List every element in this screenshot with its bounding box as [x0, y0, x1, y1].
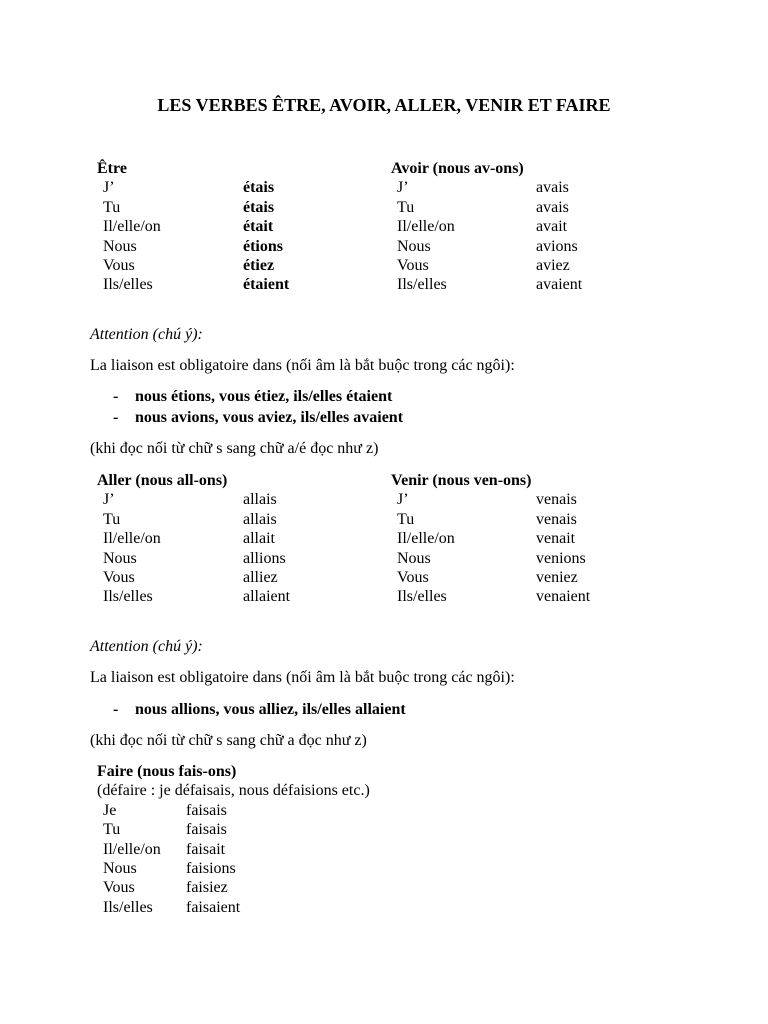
pronoun: Ils/elles [397, 276, 447, 294]
conjugation-aller [97, 471, 290, 607]
pronunciation-hint: (khi đọc nối từ chữ s sang chữ a đọc như z) [90, 732, 367, 749]
conjugation-row [391, 490, 590, 509]
pronoun: Tu [103, 821, 121, 839]
verb-heading: Avoir (nous av-ons) [391, 160, 524, 177]
verb-form: faisais [186, 821, 227, 839]
liaison-text: La liaison est obligatoire dans (nối âm là bắt buộc trong các ngôi): [90, 669, 515, 686]
pronoun: J’ [103, 179, 115, 197]
conjugation-row [391, 568, 590, 587]
verb-form: avais [536, 179, 569, 197]
pronoun: Ils/elles [103, 898, 153, 916]
conjugation-row [391, 529, 590, 548]
conjugation-faire [97, 762, 370, 917]
pronoun: Ils/elles [103, 276, 153, 294]
verb-heading: Aller (nous all-ons) [97, 472, 228, 489]
pronoun: Il/elle/on [397, 530, 455, 548]
conjugation-row [97, 198, 289, 217]
conjugation-row [391, 510, 590, 529]
bullet-text: nous étions, vous étiez, ils/elles étaient [135, 388, 393, 405]
pronoun: Nous [397, 237, 431, 255]
verb-form: étais [243, 179, 275, 197]
conjugation-row [391, 587, 590, 606]
pronoun: Nous [397, 549, 431, 567]
verb-form: faisions [186, 859, 236, 877]
pronoun: Vous [397, 568, 429, 586]
verb-subheading: (défaire : je défaisais, nous défaisions etc.) [97, 782, 370, 800]
verb-form: allaient [243, 588, 291, 606]
verb-form: était [243, 218, 274, 236]
liaison-bullet [113, 387, 392, 406]
verb-form: faisaient [186, 898, 241, 916]
verb-form: allait [243, 530, 275, 548]
pronoun: Ils/elles [103, 588, 153, 606]
conjugation-row [97, 237, 289, 256]
conjugation-row [97, 840, 370, 859]
verb-form: avais [536, 198, 569, 216]
conjugation-avoir [391, 159, 582, 295]
conjugation-row [391, 275, 582, 294]
pronoun: Tu [103, 198, 121, 216]
liaison-text: La liaison est obligatoire dans (nối âm là bắt buộc trong các ngôi): [90, 357, 515, 374]
verb-form: alliez [243, 568, 278, 586]
verb-form: venais [536, 491, 577, 509]
pronoun: Tu [103, 510, 121, 528]
conjugation-row [97, 801, 370, 820]
conjugation-row [97, 217, 289, 236]
verb-heading: Être [97, 160, 127, 177]
conjugation-row [97, 878, 370, 897]
conjugation-row [97, 178, 289, 197]
conjugation-venir [391, 471, 590, 607]
conjugation-row [97, 568, 290, 587]
pronoun: Vous [103, 256, 135, 274]
pronunciation-hint: (khi đọc nối từ chữ s sang chữ a/é đọc như z) [90, 440, 379, 457]
pronoun: Il/elle/on [103, 840, 161, 858]
conjugation-row [97, 256, 289, 275]
conjugation-row [97, 549, 290, 568]
pronoun: Nous [103, 549, 137, 567]
pronoun: Vous [103, 568, 135, 586]
conjugation-row [97, 510, 290, 529]
pronoun: Vous [103, 879, 135, 897]
conjugation-row [391, 256, 582, 275]
verb-form: allions [243, 549, 286, 567]
bullet-text: nous avions, vous aviez, ils/elles avaient [135, 409, 404, 426]
verb-form: avaient [536, 276, 583, 294]
conjugation-row [391, 198, 582, 217]
conjugation-row [97, 587, 290, 606]
verb-form: étiez [243, 256, 275, 274]
liaison-bullet [113, 700, 406, 719]
pronoun: Tu [397, 198, 415, 216]
conjugation-row [97, 820, 370, 839]
verb-form: faisiez [186, 879, 228, 897]
verb-form: étaient [243, 276, 290, 294]
conjugation-row [391, 217, 582, 236]
attention-label: Attention (chú ý): [90, 326, 203, 343]
bullet-dash: - [113, 388, 119, 405]
pronoun: Je [103, 801, 117, 819]
pronoun: J’ [103, 491, 115, 509]
bullet-dash: - [113, 409, 119, 426]
pronoun: Il/elle/on [397, 218, 455, 236]
verb-form: étais [243, 198, 275, 216]
liaison-bullet [113, 408, 403, 427]
conjugation-row [391, 549, 590, 568]
conjugation-row [97, 275, 289, 294]
pronoun: J’ [397, 179, 409, 197]
attention-label: Attention (chú ý): [90, 638, 203, 655]
verb-form: faisais [186, 801, 227, 819]
pronoun: Nous [103, 859, 137, 877]
verb-form: venions [536, 549, 586, 567]
verb-form: veniez [536, 568, 578, 586]
verb-heading: Faire (nous fais-ons) [97, 763, 237, 780]
verb-form: allais [243, 510, 277, 528]
conjugation-row [97, 898, 370, 917]
bullet-text: nous allions, vous alliez, ils/elles allaient [135, 701, 406, 718]
verb-form: étions [243, 237, 283, 255]
pronoun: Ils/elles [397, 588, 447, 606]
bullet-dash: - [113, 701, 119, 718]
verb-form: avions [536, 237, 578, 255]
conjugation-row [97, 859, 370, 878]
pronoun: Il/elle/on [103, 530, 161, 548]
conjugation-row [391, 178, 582, 197]
verb-form: venait [536, 530, 576, 548]
pronoun: Il/elle/on [103, 218, 161, 236]
verb-form: avait [536, 218, 568, 236]
pronoun: Nous [103, 237, 137, 255]
pronoun: J’ [397, 491, 409, 509]
conjugation-row [97, 529, 290, 548]
pronoun: Tu [397, 510, 415, 528]
verb-heading: Venir (nous ven-ons) [391, 472, 532, 489]
conjugation-etre [97, 159, 289, 295]
verb-form: aviez [536, 256, 570, 274]
conjugation-row [97, 490, 290, 509]
conjugation-row [391, 237, 582, 256]
pronoun: Vous [397, 256, 429, 274]
verb-form: faisait [186, 840, 226, 858]
verb-form: venaient [536, 588, 591, 606]
page-title: LES VERBES ÊTRE, AVOIR, ALLER, VENIR ET FAIRE [157, 95, 611, 115]
verb-form: venais [536, 510, 577, 528]
verb-form: allais [243, 491, 277, 509]
